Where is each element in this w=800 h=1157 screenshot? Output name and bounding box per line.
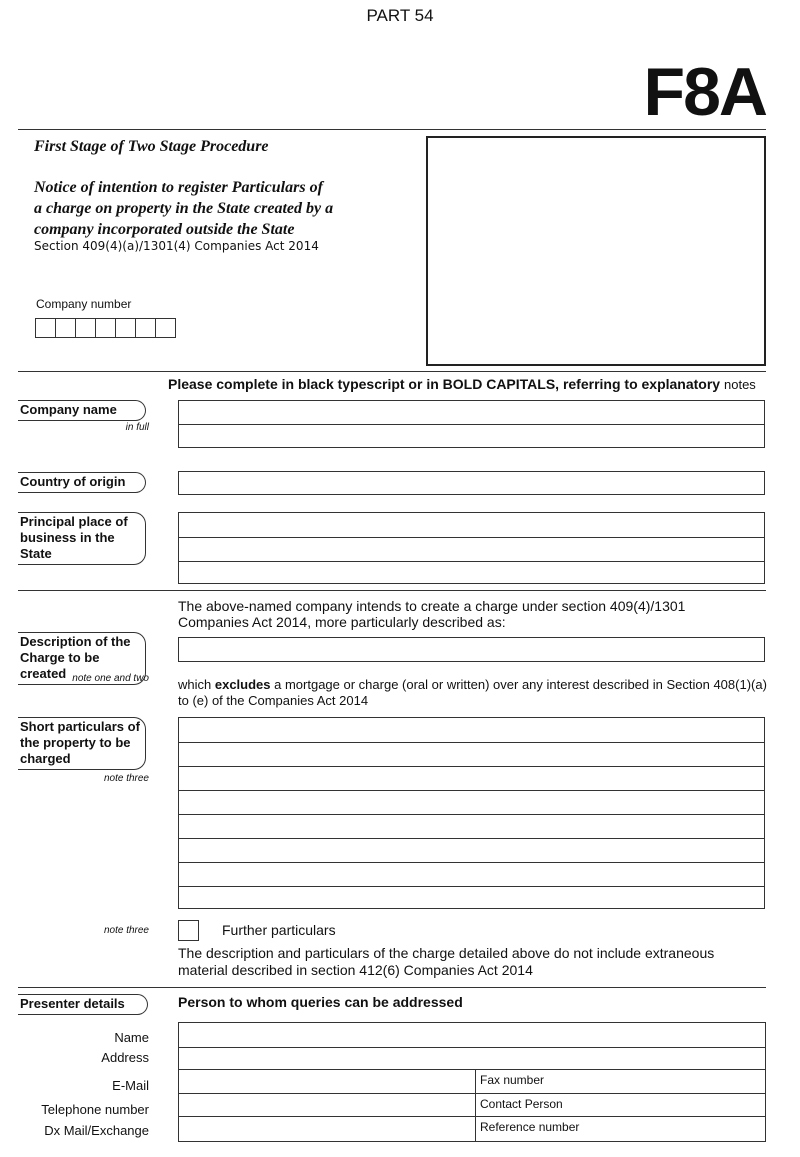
contact-person-field[interactable]: Contact Person (480, 1097, 563, 1111)
company-name-label: Company name (18, 400, 146, 421)
excludes-text (178, 677, 768, 709)
form-code: F8A (643, 54, 766, 130)
instructions-notes: notes (724, 377, 756, 392)
excludes-word: excludes (214, 677, 271, 692)
instructions (168, 376, 756, 392)
text-line (178, 677, 768, 693)
text-part: a mortgage or charge (oral or written) over any interest described in Section 408(1)(a) (270, 677, 767, 692)
country-of-origin-field[interactable] (178, 471, 765, 495)
country-of-origin-label: Country of origin (18, 472, 146, 493)
contact-row[interactable] (179, 1070, 765, 1093)
contact-grid[interactable] (178, 1069, 766, 1142)
office-stamp-box (426, 136, 766, 366)
presenter-subtitle: Person to whom queries can be addressed (178, 994, 463, 1010)
input-line[interactable] (179, 742, 764, 766)
input-line[interactable] (179, 537, 764, 561)
text-part: which (178, 677, 215, 692)
description-field[interactable] (178, 637, 765, 662)
company-number-digit[interactable] (35, 318, 56, 338)
divider (18, 129, 766, 130)
company-number-digit[interactable] (56, 318, 76, 338)
company-number-digit[interactable] (96, 318, 116, 338)
address-input[interactable] (179, 1047, 765, 1069)
short-particulars-note: note three (103, 773, 149, 784)
text-line: material described in section 412(6) Companies Act 2014 (178, 962, 533, 978)
input-line[interactable] (179, 886, 764, 908)
reference-number-field[interactable]: Reference number (480, 1120, 580, 1134)
notice-title (34, 177, 394, 240)
address-label: Address (101, 1050, 149, 1065)
company-number-digit[interactable] (136, 318, 156, 338)
short-particulars-field[interactable] (178, 717, 765, 909)
text-line: Companies Act 2014, more particularly described as: (178, 614, 506, 630)
text-line: The description and particulars of the charge detailed above do not include extraneous (178, 945, 715, 961)
name-address-field[interactable] (178, 1022, 766, 1070)
principal-place-label (18, 512, 146, 565)
company-name-field[interactable] (178, 400, 765, 448)
company-number-digit[interactable] (76, 318, 96, 338)
contact-row[interactable] (179, 1116, 765, 1141)
input-line[interactable] (179, 790, 764, 814)
input-line[interactable] (179, 401, 764, 424)
instructions-text: Please complete in black typescript or in BOLD CAPITALS, referring to explanatory (168, 376, 721, 392)
description-note: note one and two (72, 673, 149, 684)
contact-row[interactable] (179, 1093, 765, 1116)
company-name-note: in full (125, 422, 149, 433)
notice-line: a charge on property in the State created by a (34, 200, 334, 217)
notice-line: company incorporated outside the State (34, 221, 295, 238)
email-input[interactable] (179, 1070, 476, 1093)
label-line: Description of the (20, 634, 131, 649)
dx-input[interactable] (179, 1117, 476, 1141)
company-number-label: Company number (36, 297, 132, 311)
label-line: the property to be (20, 735, 131, 750)
intends-text (178, 598, 768, 630)
short-particulars-label (18, 717, 146, 770)
presenter-details-label: Presenter details (18, 994, 148, 1015)
further-particulars-label: Further particulars (222, 922, 336, 938)
dx-label: Dx Mail/Exchange (44, 1123, 149, 1138)
divider (18, 590, 766, 591)
input-line[interactable] (179, 513, 764, 537)
input-line[interactable] (179, 862, 764, 886)
further-note: note three (103, 925, 149, 936)
label-line: Principal place of (20, 514, 128, 529)
input-line[interactable] (179, 718, 764, 742)
input-line[interactable] (179, 424, 764, 447)
part-number: PART 54 (366, 6, 434, 25)
telephone-input[interactable] (179, 1094, 476, 1116)
company-number-digit[interactable] (156, 318, 176, 338)
name-label: Name (114, 1030, 149, 1045)
input-line[interactable] (179, 838, 764, 862)
company-number-input[interactable] (35, 318, 176, 338)
name-input[interactable] (179, 1023, 765, 1047)
label-line: Charge to be created (20, 650, 100, 681)
telephone-label: Telephone number (41, 1102, 149, 1117)
label-line: charged (20, 751, 71, 766)
divider (18, 371, 766, 372)
email-label: E-Mail (112, 1078, 149, 1093)
input-line[interactable] (179, 766, 764, 790)
label-line: business in the State (20, 530, 115, 561)
fax-number-field[interactable]: Fax number (480, 1073, 545, 1087)
text-line: The above-named company intends to create a charge under section 409(4)/1301 (178, 598, 686, 614)
extraneous-text (178, 945, 768, 979)
input-line[interactable] (179, 561, 764, 583)
label-line: Short particulars of (20, 719, 140, 734)
further-particulars-checkbox[interactable] (178, 920, 199, 941)
company-number-digit[interactable] (116, 318, 136, 338)
notice-line: Notice of intention to register Particulars of (34, 179, 323, 196)
principal-place-field[interactable] (178, 512, 765, 584)
divider (18, 987, 766, 988)
text-line: to (e) of the Companies Act 2014 (178, 693, 369, 708)
stage-title: First Stage of Two Stage Procedure (34, 138, 269, 155)
input-line[interactable] (179, 814, 764, 838)
section-reference: Section 409(4)(a)/1301(4) Companies Act 2014 (34, 239, 319, 253)
